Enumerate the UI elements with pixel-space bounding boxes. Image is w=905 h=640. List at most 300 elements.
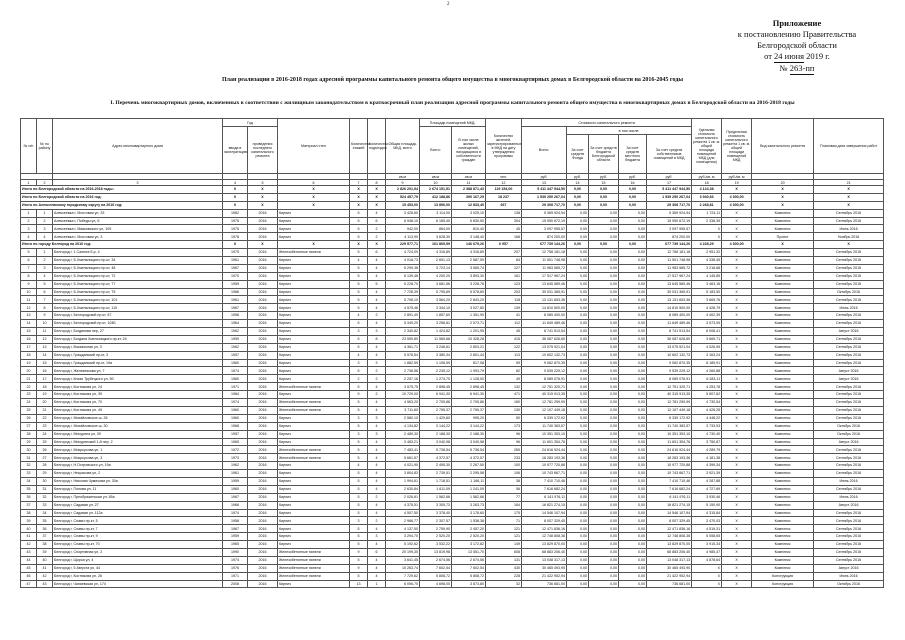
- table-cell: 4 372,57: [420, 454, 452, 462]
- total-cell: 0,00: [589, 241, 619, 249]
- table-cell: 131: [486, 556, 522, 564]
- table-cell: 2016: [248, 556, 278, 564]
- table-cell: Сентябрь 2016: [814, 257, 884, 265]
- total-cell: X: [350, 193, 368, 201]
- table-cell: 4: [350, 257, 368, 265]
- table-cell: 2016: [248, 209, 278, 217]
- table-cell: 0,00: [567, 454, 589, 462]
- col-number: 13: [522, 180, 567, 186]
- table-cell: Комплекс: [752, 264, 814, 272]
- table-cell: 8 741 513,54: [647, 328, 692, 336]
- total-cell: X: [248, 193, 278, 201]
- table-cell: 0,00: [567, 272, 589, 280]
- table-cell: Алексеевка г, Мостовая ул, 3: [53, 233, 223, 241]
- table-cell: 4 399,34: [692, 462, 722, 470]
- total-label: Итого по Белгородской области на 2016-2018 годы:: [21, 186, 223, 194]
- col-number: 5: [248, 180, 278, 186]
- table-cell: 23 590,80: [386, 335, 420, 343]
- table-cell: 0,00: [619, 564, 647, 572]
- table-cell: Комплекс: [752, 375, 814, 383]
- approval-year: 2019 г.: [806, 51, 830, 61]
- table-cell: 3 665,76: [692, 296, 722, 304]
- table-cell: 5: [350, 304, 368, 312]
- table-cell: 0,00: [619, 367, 647, 375]
- table-cell: 2 457,20: [452, 525, 486, 533]
- col-number: 19: [722, 180, 752, 186]
- table-cell: 20: [21, 367, 37, 375]
- table-cell: 5: [350, 533, 368, 541]
- table-cell: 8 089 076,91: [522, 375, 567, 383]
- total-cell: 1 539 250 267,04: [647, 193, 692, 201]
- table-cell: 3: [368, 328, 386, 336]
- table-cell: X: [722, 249, 752, 257]
- table-cell: Кирпич: [278, 335, 350, 343]
- table-cell: 16: [21, 335, 37, 343]
- table-cell: 4: [368, 351, 386, 359]
- table-cell: 0,00: [619, 225, 647, 233]
- unit-cell: руб.: [647, 174, 692, 180]
- approval-number-prefix: №: [779, 63, 788, 73]
- unit-cell: руб.: [589, 174, 619, 180]
- total-cell: 0,00: [567, 201, 589, 209]
- table-cell: Комплекс: [752, 525, 814, 533]
- table-cell: 43: [21, 548, 37, 556]
- table-cell: 27: [21, 422, 37, 430]
- total-cell: X: [752, 193, 814, 201]
- table-cell: 0,00: [589, 335, 619, 343]
- table-cell: 0,00: [567, 257, 589, 265]
- table-cell: Сентябрь 2016: [814, 209, 884, 217]
- table-cell: 2016: [248, 217, 278, 225]
- table-cell: 0,00: [589, 572, 619, 580]
- table-cell: 3 380,34: [420, 351, 452, 359]
- table-cell: 430: [486, 564, 522, 572]
- total-cell: 0,00: [589, 201, 619, 209]
- header-fund: За счет средств Фонда: [567, 135, 589, 174]
- table-cell: 34: [21, 477, 37, 485]
- total-cell: X: [368, 186, 386, 194]
- table-cell: 8: [368, 335, 386, 343]
- table-row: [21, 280, 884, 288]
- table-cell: Август 2016: [814, 564, 884, 572]
- table-cell: 0,00: [619, 312, 647, 320]
- table-cell: 1974: [223, 367, 248, 375]
- total-cell: 15 453,00: [386, 201, 420, 209]
- table-cell: 0,00: [589, 477, 619, 485]
- table-row: [21, 414, 884, 422]
- table-cell: Белгород г, Михайловское ш, 30: [53, 422, 223, 430]
- table-cell: Сентябрь 2016: [814, 217, 884, 225]
- table-cell: Железобетонные панели: [278, 446, 350, 454]
- table-cell: 4: [368, 446, 386, 454]
- table-cell: X: [722, 564, 752, 572]
- table-cell: 3 463,16: [692, 280, 722, 288]
- table-cell: Кирпич: [278, 343, 350, 351]
- table-cell: 5: [350, 264, 368, 272]
- table-cell: 0,00: [589, 225, 619, 233]
- total-cell: 119 154,00: [486, 186, 522, 194]
- table-row: [21, 541, 884, 549]
- table-cell: X: [722, 288, 752, 296]
- table-cell: 10 263,74: [386, 564, 420, 572]
- table-cell: 8 089 400,00: [522, 312, 567, 320]
- table-cell: Сентябрь 2016: [814, 462, 884, 470]
- table-cell: 2016: [248, 446, 278, 454]
- table-cell: 1960: [223, 406, 248, 414]
- table-cell: 0,00: [619, 288, 647, 296]
- table-cell: 4: [368, 296, 386, 304]
- table-cell: 0,00: [567, 430, 589, 438]
- header-num: № п/п: [21, 119, 37, 174]
- table-cell: 13 048 317,13: [522, 556, 567, 564]
- table-cell: Кирпич: [278, 580, 350, 588]
- table-cell: 12: [37, 335, 53, 343]
- table-cell: Кирпич: [278, 438, 350, 446]
- table-cell: Белгород г, Славы пр-кт, 9: [53, 533, 223, 541]
- total-cell: X: [368, 241, 386, 249]
- header-cost-total: Всего:: [522, 127, 567, 174]
- table-cell: 2 520,20: [452, 533, 486, 541]
- table-cell: 33: [21, 470, 37, 478]
- total-cell: 229 577,71: [386, 241, 420, 249]
- table-cell: Железобетонные панели: [278, 548, 350, 556]
- table-cell: 2 739,51: [420, 470, 452, 478]
- table-cell: 5 576,54: [386, 351, 420, 359]
- table-cell: 2 951,32: [692, 249, 722, 257]
- table-cell: 13: [21, 312, 37, 320]
- table-cell: 122: [486, 343, 522, 351]
- table-cell: 2 340,82: [386, 328, 420, 336]
- table-cell: 2 966,77: [386, 517, 420, 525]
- table-cell: 4: [368, 438, 386, 446]
- table-cell: 121: [486, 533, 522, 541]
- table-cell: Сентябрь 2016: [814, 509, 884, 517]
- table-cell: 59: [486, 359, 522, 367]
- table-cell: 36 087 626,60: [647, 335, 692, 343]
- table-cell: 1976: [223, 564, 248, 572]
- table-cell: Кирпич: [278, 525, 350, 533]
- table-cell: 2 520,20: [420, 533, 452, 541]
- table-cell: X: [722, 414, 752, 422]
- header-residents: Количество жителей, зарегистрированных в МКД на дату утверждения программы: [486, 119, 522, 174]
- table-cell: 4 021,90: [386, 462, 420, 470]
- total-cell: 0,00: [619, 186, 647, 194]
- table-cell: 1958: [223, 312, 248, 320]
- table-cell: 4: [368, 272, 386, 280]
- table-cell: 0,00: [619, 477, 647, 485]
- table-cell: 0,00: [589, 485, 619, 493]
- table-cell: 0,00: [567, 517, 589, 525]
- table-cell: Белгород г, Б.Хмельницкого пр-кт, 48: [53, 264, 223, 272]
- table-cell: 10: [37, 320, 53, 328]
- table-cell: 39: [37, 548, 53, 556]
- unit-cell: кв.м: [452, 174, 486, 180]
- total-cell: 0,00: [619, 241, 647, 249]
- table-cell: 0,00: [619, 304, 647, 312]
- approval-line3: Белгородской области: [757, 40, 837, 50]
- table-cell: 5: [350, 335, 368, 343]
- total-cell: 6 957: [486, 241, 522, 249]
- table-cell: 13 829 870,00: [647, 541, 692, 549]
- table-cell: X: [722, 572, 752, 580]
- total-cell: 677 739 144,26: [522, 241, 567, 249]
- table-cell: 2016: [248, 351, 278, 359]
- table-cell: 2 736,56: [386, 367, 420, 375]
- table-cell: 3: [350, 517, 368, 525]
- table-cell: Октябрь 2016: [814, 288, 884, 296]
- table-cell: Белгород г, Костюкова ул, 26: [53, 572, 223, 580]
- header-year-last-repair: проведения последнего капитального ремонта: [248, 127, 278, 174]
- table-cell: 0,00: [589, 462, 619, 470]
- table-cell: 4 260,88: [692, 367, 722, 375]
- total-cell: 5 411 447 944,50: [522, 186, 567, 194]
- table-cell: 7 616 682,24: [647, 485, 692, 493]
- table-cell: 138: [486, 209, 522, 217]
- table-cell: Белгород г, Костюкова ул, 70: [53, 399, 223, 407]
- table-cell: 38: [21, 509, 37, 517]
- table-cell: Кирпич: [278, 272, 350, 280]
- table-cell: 12 471 836,16: [522, 525, 567, 533]
- table-cell: 3 263,73: [452, 501, 486, 509]
- table-cell: 0,00: [567, 217, 589, 225]
- table-cell: Октябрь 2016: [814, 422, 884, 430]
- table-cell: 13 819,98: [420, 548, 452, 556]
- table-cell: 0,00: [619, 249, 647, 257]
- table-row: [21, 564, 884, 572]
- total-cell: 2 268,81: [692, 201, 722, 209]
- table-cell: 0,00: [567, 288, 589, 296]
- table-cell: X: [722, 580, 752, 588]
- table-cell: 0,00: [589, 556, 619, 564]
- table-cell: 8 089 076,91: [647, 375, 692, 383]
- table-cell: 2016: [248, 335, 278, 343]
- table-cell: 2: [21, 217, 37, 225]
- table-cell: 3 532,22: [420, 541, 452, 549]
- table-cell: 11 740 383,57: [522, 422, 567, 430]
- table-cell: Комплекс: [752, 280, 814, 288]
- table-cell: Белгород г, Костюкова ул, 24: [53, 383, 223, 391]
- table-cell: 0,00: [619, 320, 647, 328]
- table-cell: 3: [350, 359, 368, 367]
- table-cell: 0,00: [589, 493, 619, 501]
- table-cell: 4 145,89: [692, 272, 722, 280]
- unit-cell: кв.м: [420, 174, 452, 180]
- table-cell: 9 539 229,12: [647, 367, 692, 375]
- table-cell: 0,00: [589, 470, 619, 478]
- table-cell: Белгород г, Славы пр-кт, 70: [53, 541, 223, 549]
- table-cell: Белгород г, Князя Трубецкого ул, 50: [53, 375, 223, 383]
- table-cell: 3 040,98: [452, 438, 486, 446]
- table-cell: Комплекс: [752, 477, 814, 485]
- table-row: [21, 367, 884, 375]
- table-cell: Сентябрь 2016: [814, 272, 884, 280]
- table-cell: X: [722, 438, 752, 446]
- table-cell: 9 062 870,35: [522, 359, 567, 367]
- table-cell: 3 428,60: [386, 209, 420, 217]
- table-cell: 21: [37, 406, 53, 414]
- table-cell: 1 562,66: [452, 493, 486, 501]
- table-cell: 4 361,71: [386, 343, 420, 351]
- table-cell: 2 239,12: [420, 367, 452, 375]
- table-cell: 3 228,76: [452, 280, 486, 288]
- table-cell: 8 741 513,54: [522, 328, 567, 336]
- table-cell: 106: [486, 470, 522, 478]
- table-cell: 4 200,20: [420, 272, 452, 280]
- table-cell: 2 267,50: [452, 462, 486, 470]
- table-cell: 13 645 589,46: [522, 280, 567, 288]
- table-cell: 4 426,25: [692, 406, 722, 414]
- table-cell: 41: [486, 312, 522, 320]
- total-cell: 677 739 144,26: [647, 241, 692, 249]
- table-cell: 2 495,30: [420, 462, 452, 470]
- table-cell: 203: [486, 288, 522, 296]
- repair-plan-table: [20, 118, 884, 588]
- table-cell: 2: [368, 312, 386, 320]
- table-cell: 18 283 193,36: [647, 454, 692, 462]
- header-address: Адрес многоквартирного дома: [53, 119, 223, 174]
- total-cell: 146 679,26: [452, 241, 486, 249]
- table-cell: 5 808,72: [452, 572, 486, 580]
- table-cell: Комплекс: [752, 454, 814, 462]
- table-cell: 4 448,22: [692, 414, 722, 422]
- header-cost-sub: в том числе:: [567, 127, 692, 135]
- table-cell: 39: [21, 517, 37, 525]
- table-cell: X: [722, 462, 752, 470]
- table-row: [21, 399, 884, 407]
- table-cell: 127: [486, 264, 522, 272]
- table-cell: 1961: [223, 257, 248, 265]
- table-cell: 1984: [223, 391, 248, 399]
- table-cell: 1 718,51: [420, 477, 452, 485]
- table-cell: 995,20: [452, 414, 486, 422]
- table-cell: 1 993,79: [452, 367, 486, 375]
- table-cell: 10 602 132,73: [647, 351, 692, 359]
- table-cell: 0,00: [589, 541, 619, 549]
- table-cell: Кирпич: [278, 264, 350, 272]
- total-cell: X: [722, 186, 752, 194]
- table-cell: 16 821 274,15: [647, 501, 692, 509]
- table-cell: 26: [37, 446, 53, 454]
- table-cell: 45: [21, 564, 37, 572]
- table-cell: 0,00: [619, 233, 647, 241]
- table-cell: Железобетонные панели: [278, 249, 350, 257]
- table-cell: 0,00: [589, 399, 619, 407]
- table-cell: Проект: [752, 233, 814, 241]
- table-cell: 24 616 924,44: [522, 446, 567, 454]
- table-cell: Июнь 2016: [814, 225, 884, 233]
- table-cell: Октябрь 2016: [814, 430, 884, 438]
- table-cell: 8 189,91: [692, 359, 722, 367]
- total-cell: 524 457,79: [386, 193, 420, 201]
- table-cell: 2016: [248, 264, 278, 272]
- table-cell: 8 007 329,45: [647, 517, 692, 525]
- table-cell: Кирпич: [278, 328, 350, 336]
- table-cell: 32: [21, 462, 37, 470]
- table-cell: Ноябрь 2016: [814, 233, 884, 241]
- table-cell: X: [722, 296, 752, 304]
- total-row: [21, 241, 884, 249]
- table-cell: 3 573,09: [692, 320, 722, 328]
- table-cell: 3 641,45: [386, 556, 420, 564]
- table-cell: 2 651,13: [420, 257, 452, 265]
- table-cell: 3: [368, 430, 386, 438]
- table-cell: 4 730,40: [692, 430, 722, 438]
- table-cell: 17: [37, 375, 53, 383]
- table-cell: Сентябрь 2016: [814, 470, 884, 478]
- header-regional: За счет средств бюджета Белгородской области: [589, 135, 619, 174]
- table-cell: Белгород г, Костюкова ул, 39: [53, 391, 223, 399]
- table-cell: 2 257,16: [386, 375, 420, 383]
- table-cell: 0,00: [567, 509, 589, 517]
- table-cell: 0,00: [567, 367, 589, 375]
- table-cell: 112: [486, 320, 522, 328]
- table-cell: 1: [37, 249, 53, 257]
- table-cell: 18 283 193,36: [522, 454, 567, 462]
- total-cell: 4 228,29: [692, 241, 722, 249]
- total-cell: 0,00: [567, 193, 589, 201]
- total-cell: X: [350, 201, 368, 209]
- table-cell: 0,00: [567, 580, 589, 588]
- table-cell: 2 759,90: [420, 525, 452, 533]
- table-cell: 3 114,00: [420, 209, 452, 217]
- table-cell: Кирпич: [278, 304, 350, 312]
- table-cell: 0,00: [567, 304, 589, 312]
- table-cell: 1974: [223, 509, 248, 517]
- table-cell: 1960: [223, 359, 248, 367]
- table-cell: 2016: [248, 367, 278, 375]
- approval-number-value: 263-пп: [789, 63, 815, 73]
- table-cell: 5: [350, 343, 368, 351]
- table-cell: 3: [368, 414, 386, 422]
- table-cell: 5: [350, 320, 368, 328]
- table-cell: X: [722, 517, 752, 525]
- header-area-residents: В том числе жилых помещений, находящихся в собственности граждан: [452, 127, 486, 174]
- total-cell: X: [814, 193, 884, 201]
- table-cell: 8 007 329,45: [522, 517, 567, 525]
- table-cell: X: [722, 209, 752, 217]
- table-cell: 4: [368, 556, 386, 564]
- table-cell: 736 681,00: [647, 580, 692, 588]
- total-cell: 4 300,00: [722, 241, 752, 249]
- table-cell: 1974: [223, 556, 248, 564]
- total-cell: 4 300,00: [722, 193, 752, 201]
- table-cell: 9: [350, 548, 368, 556]
- table-cell: 810,40: [452, 225, 486, 233]
- table-cell: 1 241,09: [452, 485, 486, 493]
- table-cell: 4: [368, 564, 386, 572]
- table-cell: Сентябрь 2016: [814, 525, 884, 533]
- table-cell: 132: [486, 383, 522, 391]
- table-cell: 0,00: [567, 312, 589, 320]
- table-cell: Кирпич: [278, 375, 350, 383]
- table-cell: 0,00: [619, 359, 647, 367]
- table-cell: 96: [486, 438, 522, 446]
- table-cell: 4: [368, 399, 386, 407]
- table-cell: 0,00: [589, 383, 619, 391]
- table-cell: 9: [37, 312, 53, 320]
- table-cell: 2016: [248, 533, 278, 541]
- table-cell: Белгород г, Садовая ул, 112а: [53, 509, 223, 517]
- header-repair-type: Вид капитального ремонта: [752, 119, 814, 174]
- table-cell: 5: [350, 509, 368, 517]
- table-cell: Белгород г, Б.Хмельницкого пр-кт, 79: [53, 288, 223, 296]
- total-cell: 0,00: [567, 241, 589, 249]
- table-row: [21, 304, 884, 312]
- table-cell: 5: [350, 217, 368, 225]
- table-cell: 874 200,00: [647, 233, 692, 241]
- table-cell: 5 661,57: [386, 454, 420, 462]
- table-cell: 11: [21, 296, 37, 304]
